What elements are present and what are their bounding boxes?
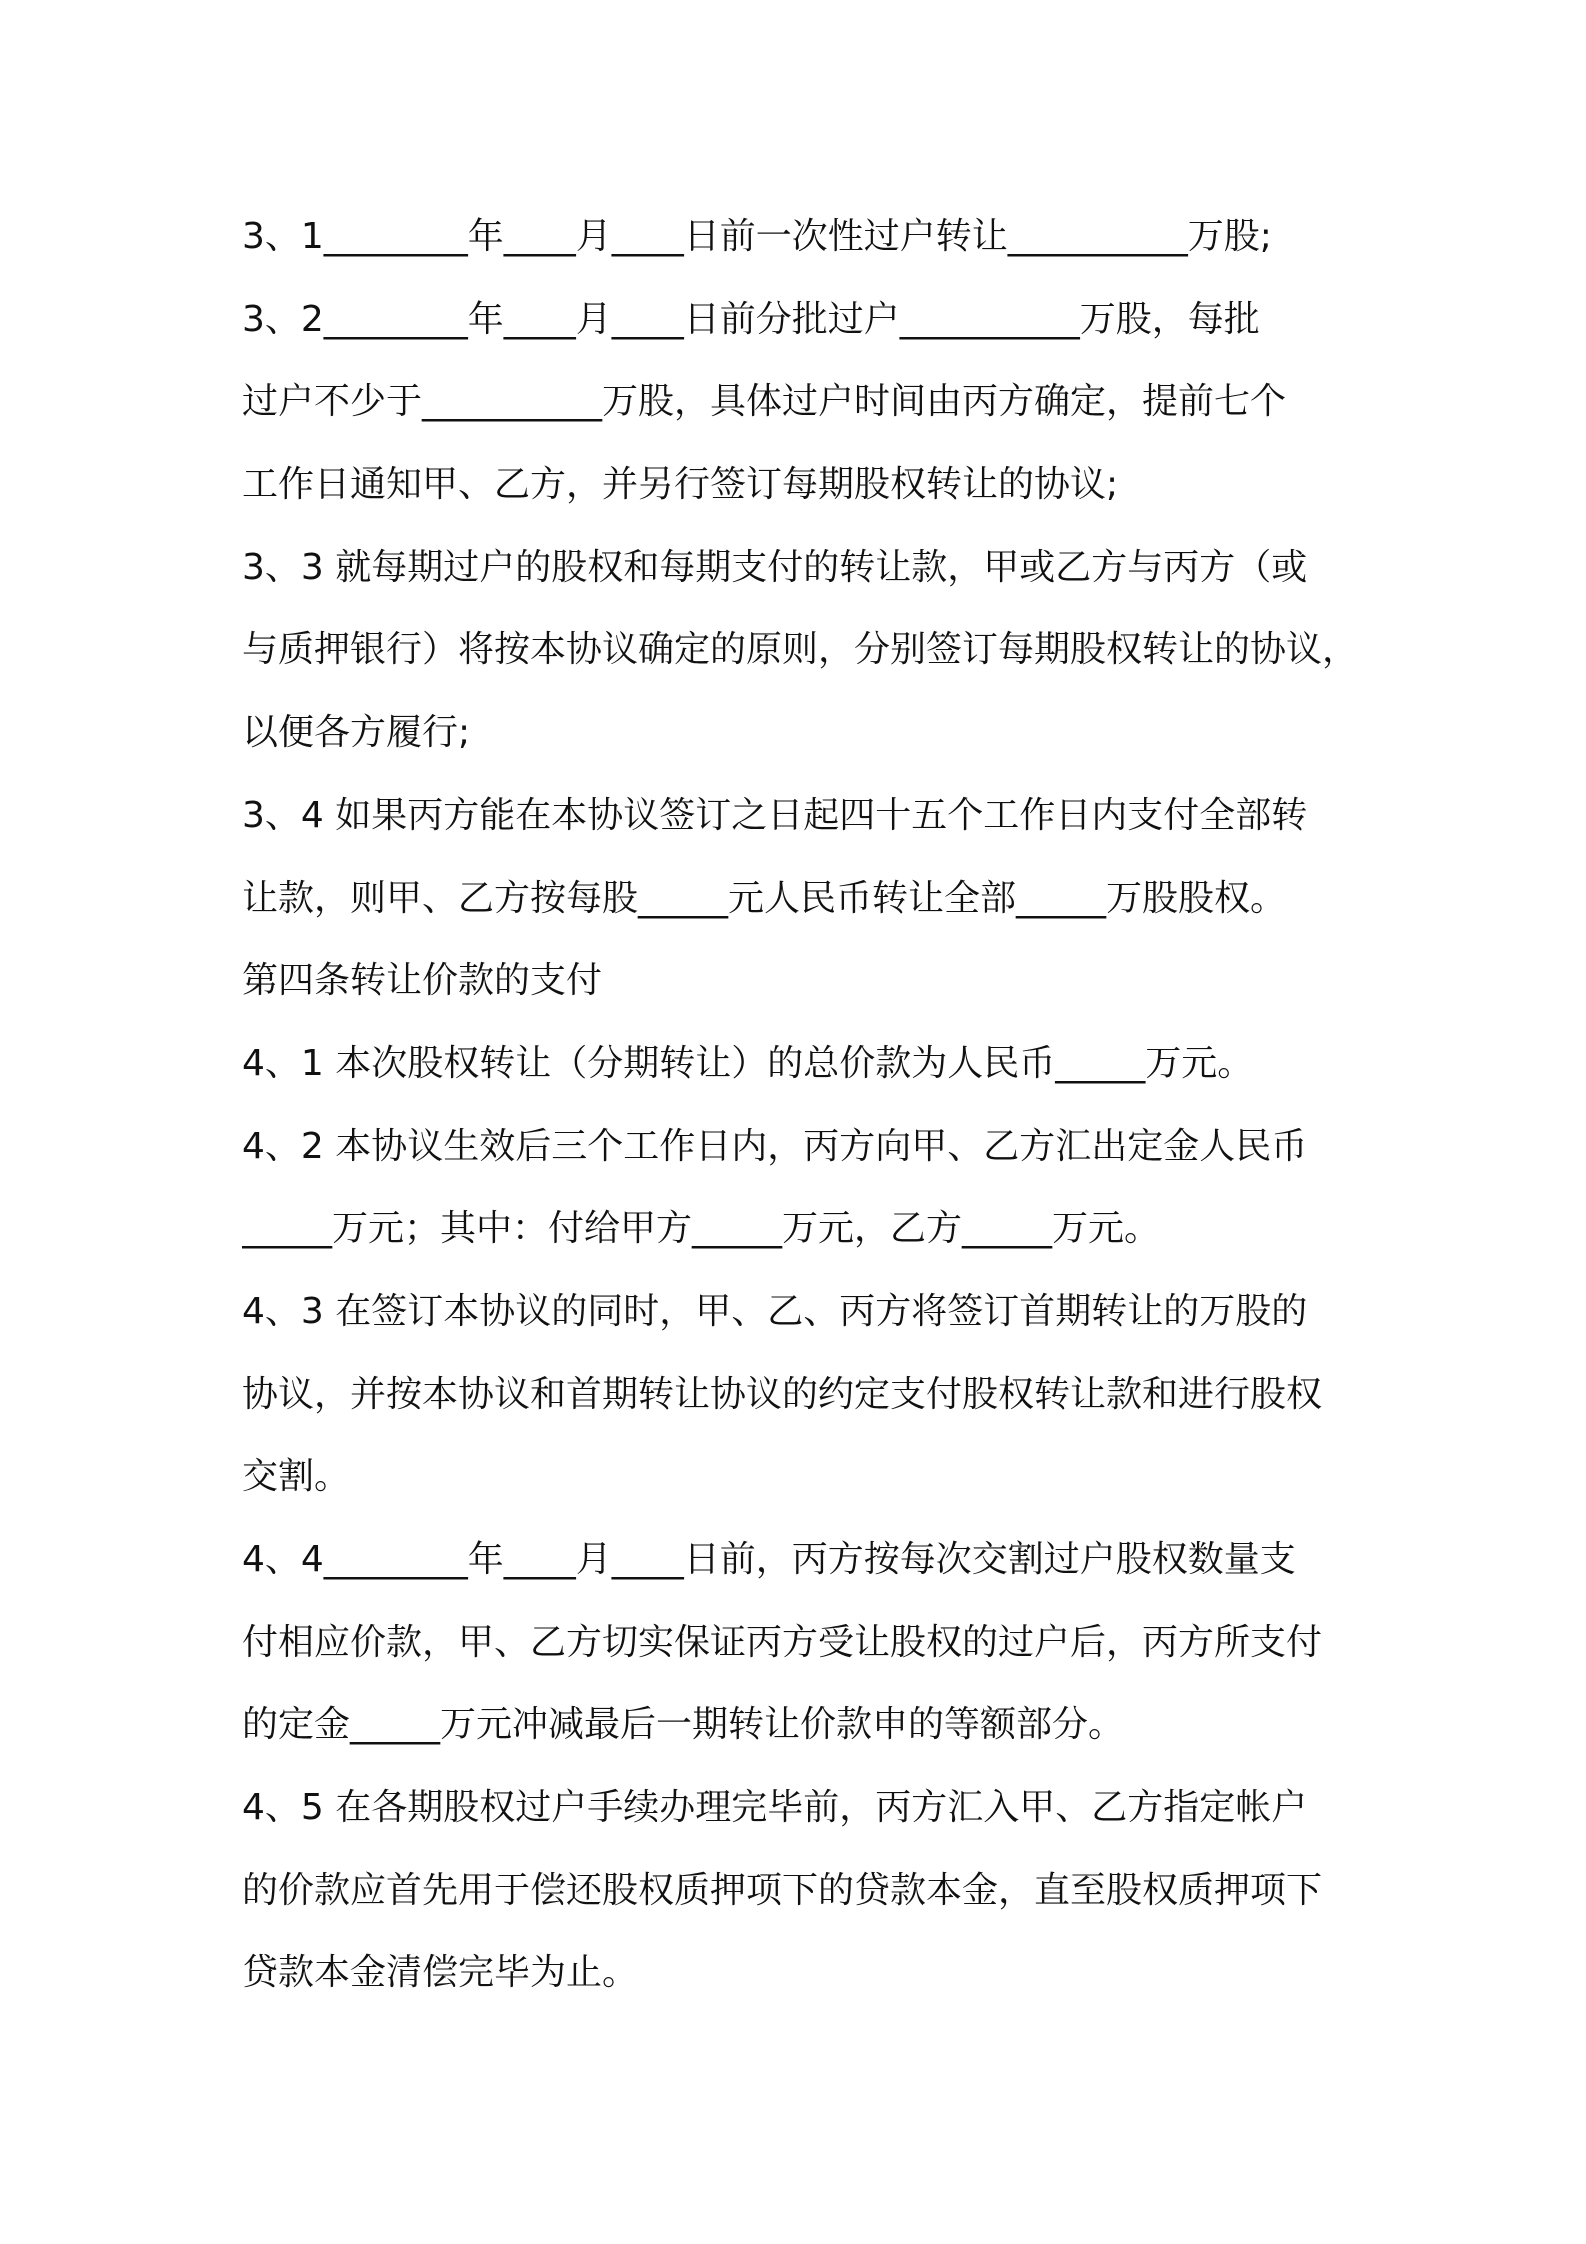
clause-4-5-line-1: 4、5 在各期股权过户手续办理完毕前，丙方汇入甲、乙方指定帐户 [242,1787,1308,1829]
clause-4-5-line-2: 的价款应首先用于偿还股权质押项下的贷款本金，直至股权质押项下 [242,1869,1323,1911]
clause-3-2-line-3: 工作日通知甲、乙方，并另行签订每期股权转让的协议; [242,464,1119,506]
clause-4-2-line-2: _____万元；其中：付给甲方_____万元，乙方_____万元。 [242,1208,1161,1250]
clause-4-1-line: 4、1 本次股权转让（分期转让）的总价款为人民币_____万元。 [242,1042,1254,1084]
clause-3-4-line-1: 3、4 如果丙方能在本协议签订之日起四十五个工作日内支付全部转 [242,794,1308,836]
clause-3-1-line: 3、1________年____月____日前一次性过户转让__________万股; [242,216,1272,257]
clause-4-3-line-3: 交割。 [242,1456,351,1498]
document-body [242,196,1362,2015]
clause-4-4-line-3: 的定金_____万元冲减最后一期转让价款申的等额部分。 [242,1704,1125,1746]
clause-4-3-line-1: 4、3 在签订本协议的同时，甲、乙、丙方将签订首期转让的万股的 [242,1290,1308,1332]
clause-4-4-line-2: 付相应价款，甲、乙方切实保证丙方受让股权的过户后，丙方所支付 [242,1621,1323,1663]
clause-4-4-line-1: 4、4________年____月____日前，丙方按每次交割过户股权数量支 [242,1539,1296,1580]
clause-3-4-line-2: 让款，则甲、乙方按每股_____元人民币转让全部_____万股股权。 [242,877,1287,919]
clause-3-3-line-2: 与质押银行）将按本协议确定的原则，分别签订每期股权转让的协议， [242,629,1359,671]
clause-4-5-line-3: 贷款本金清偿完毕为止。 [242,1952,639,1994]
clause-3-3-line-1: 3、3 就每期过户的股权和每期支付的转让款，甲或乙方与丙方（或 [242,546,1308,588]
clause-4-3-line-2: 协议，并按本协议和首期转让协议的约定支付股权转让款和进行股权 [242,1373,1323,1415]
clause-3-3-line-3: 以便各方履行; [242,712,471,754]
clause-4-2-line-1: 4、2 本协议生效后三个工作日内，丙方向甲、乙方汇出定金人民币 [242,1125,1308,1167]
clause-3-2-line-1: 3、2________年____月____日前分批过户__________万股，每批 [242,298,1260,340]
clause-3-2-line-2: 过户不少于__________万股，具体过户时间由丙方确定，提前七个 [242,381,1287,423]
article-4-heading: 第四条转让价款的支付 [242,960,603,1002]
